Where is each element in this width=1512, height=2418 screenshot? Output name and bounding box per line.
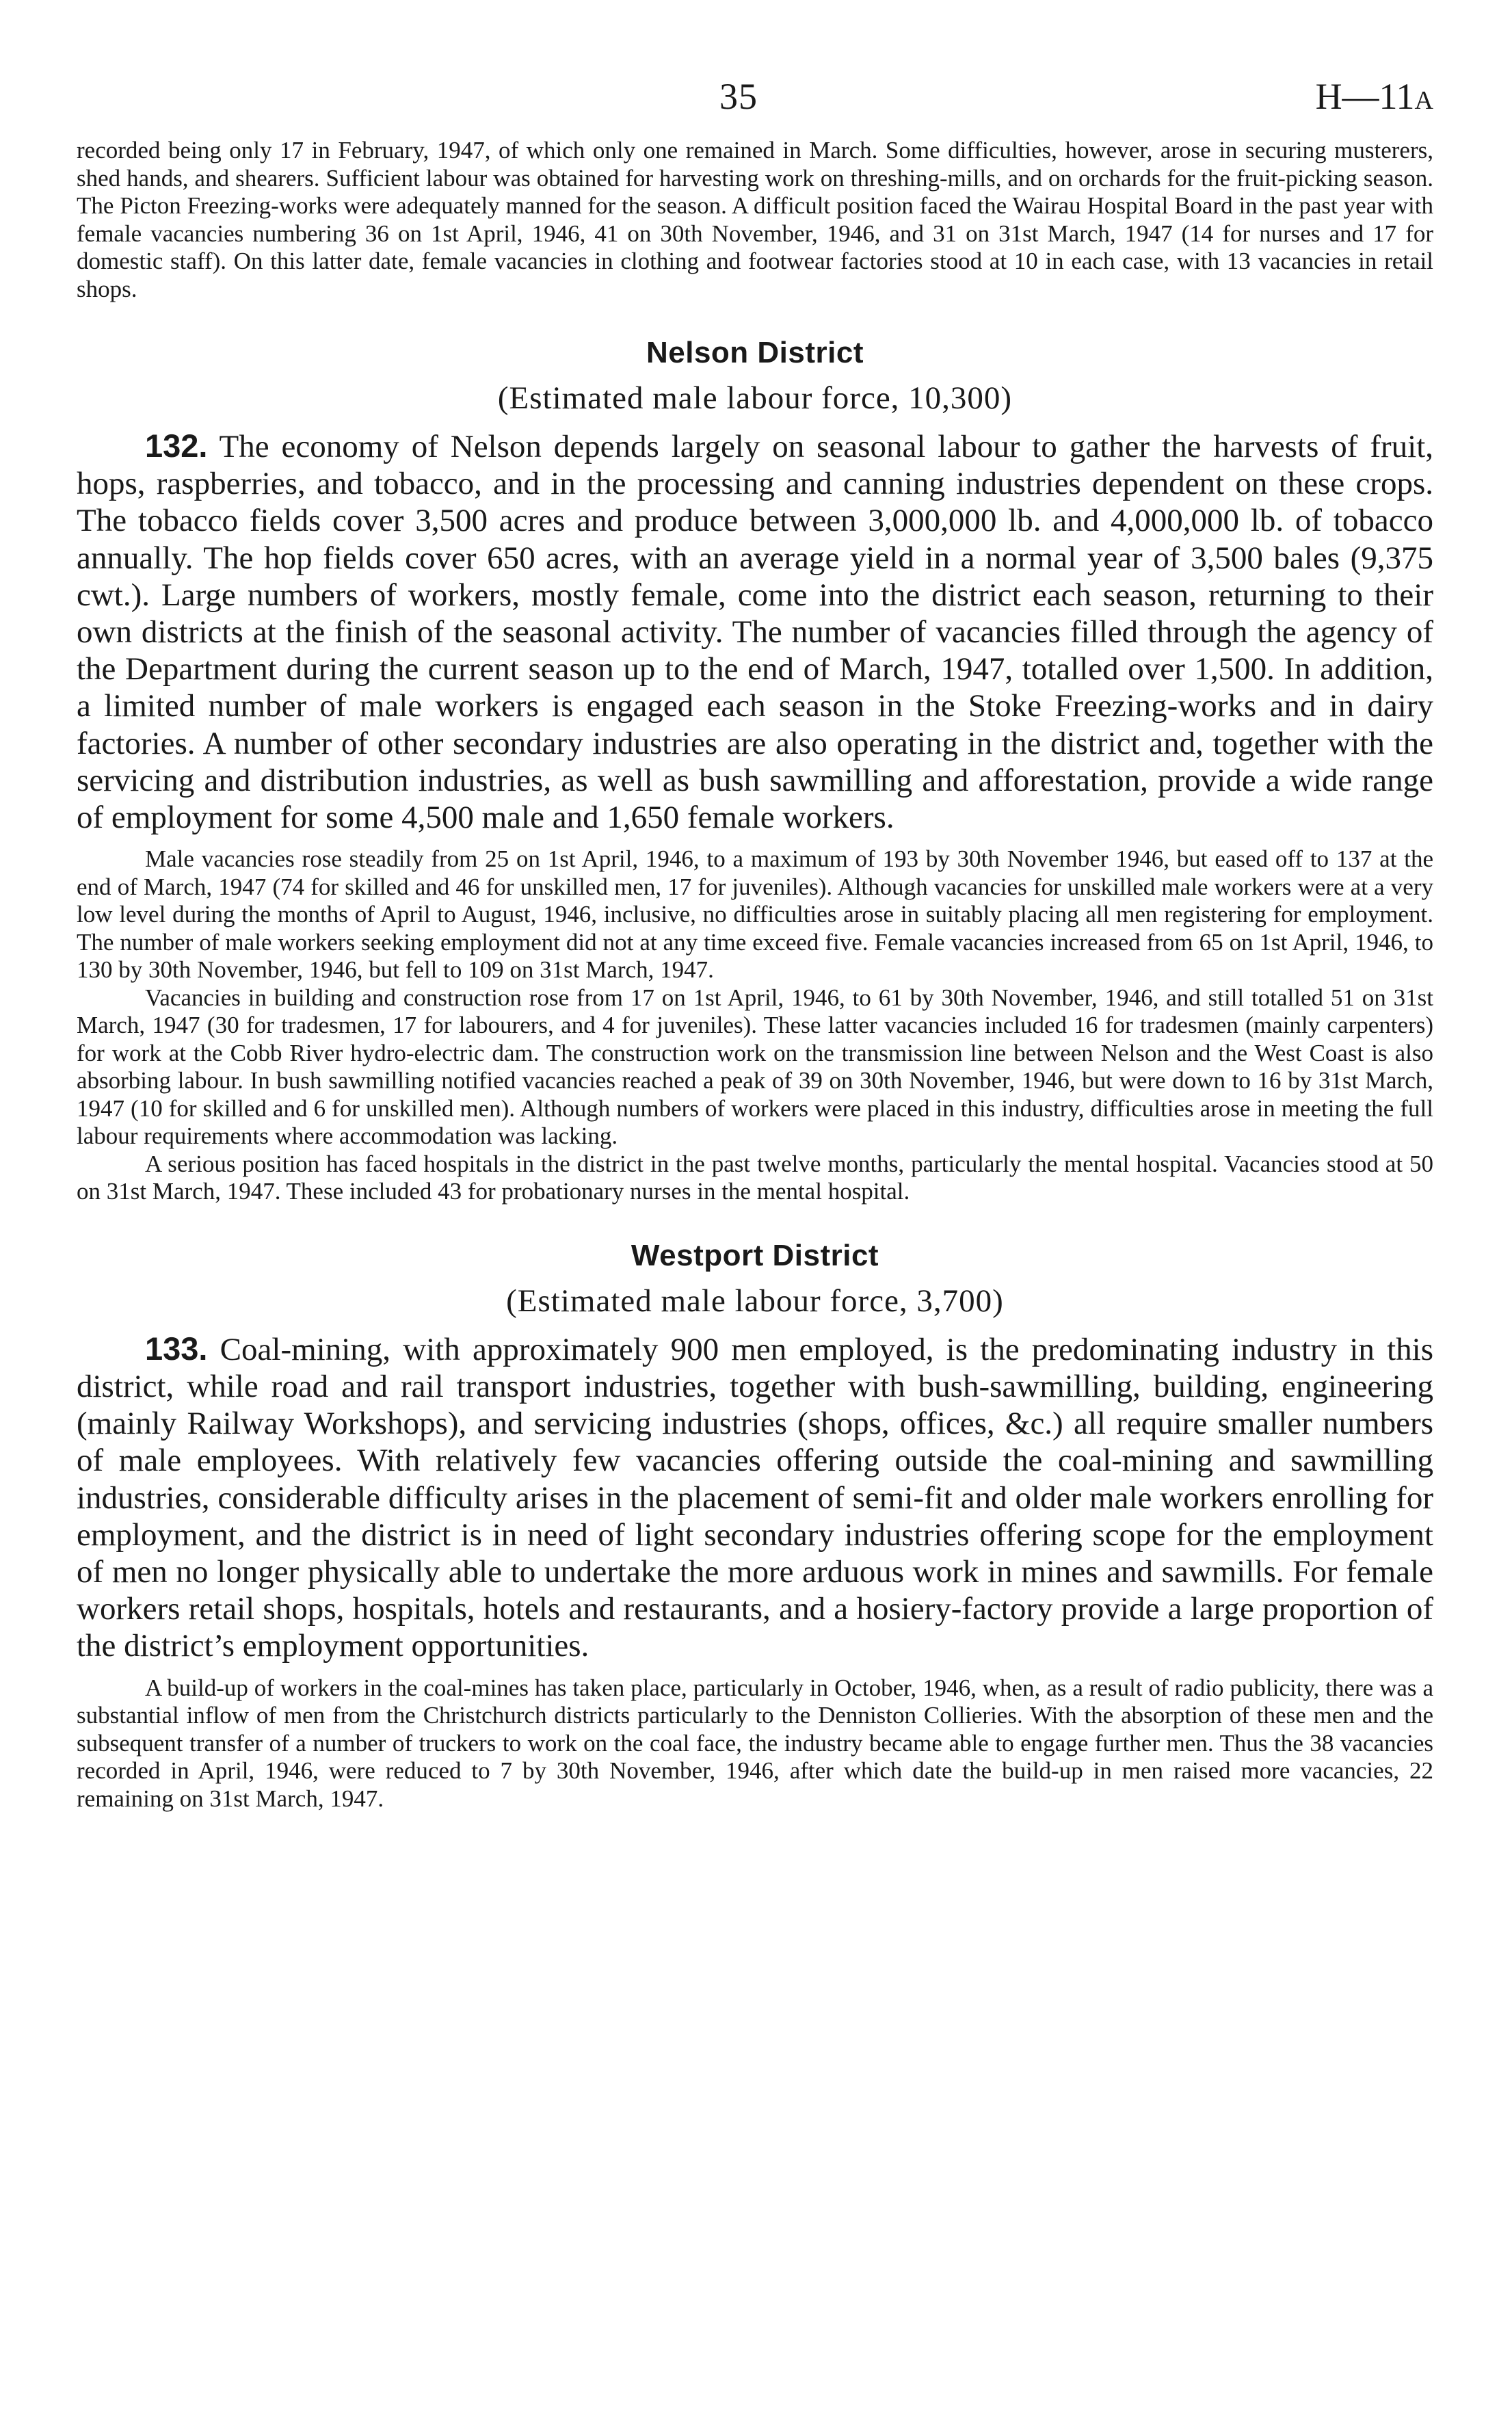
document-reference: H—11a	[1315, 76, 1433, 117]
section-subheading-westport: (Estimated male labour force, 3,700)	[506, 1283, 1004, 1319]
paragraph-132	[77, 428, 1433, 836]
westport-section	[77, 1239, 1433, 1813]
intro-paragraph: recorded being only 17 in February, 1947, of which only one remained in March. Some difficulties, however, arose in securing musterers, shed hands, and shearers. Sufficient labour was obtained for harvesting work on threshing-mills, and on orchards for the fruit-picking season. The Picton Freezing-works were adequately manned for the season. A difficult position faced the Wairau Hospital Board in the past year with female vacancies numbering 36 on 1st April, 1946, 41 on 30th November, 1946, and 31 on 31st March, 1947 (14 for nurses and 17 for domestic staff). On this latter date, female vacancies in clothing and footwear factories stood at 10 in each case, with 13 vacancies in retail shops.	[77, 137, 1433, 302]
paragraph-number: 132.	[145, 428, 208, 464]
page-header	[77, 68, 1433, 137]
page-number: 35	[719, 76, 758, 117]
nelson-detail-2: Vacancies in building and construction rose from 17 on 1st April, 1946, to 61 by 30th November, 1946, and still totalled 51 on 31st March, 1947 (30 for tradesmen, 17 for labourers, and 4 for juveniles). These latter vacancies included 16 for tradesmen (mainly carpenters) for work at the Cobb River hydro-electric dam. The construction work on the transmission line between Nelson and the West Coast is also absorbing labour. In bush sawmilling notified vacancies reached a peak of 39 on 30th November, 1946, but were down to 16 by 31st March, 1947 (10 for skilled and 6 for unskilled men). Although numbers of workers were placed in this industry, difficulties arose in meeting the full labour requirements where accommodation was lacking.	[77, 984, 1433, 1150]
nelson-detail-1: Male vacancies rose steadily from 25 on 1st April, 1946, to a maximum of 193 by 30th November 1946, but eased off to 137 at the end of March, 1947 (74 for skilled and 46 for unskilled men, 17 for juveniles). Although vacancies for unskilled male workers were at a very low level during the months of April to August, 1946, inclusive, no difficulties arose in suitably placing all men registering for employment. The number of male workers seeking employment did not at any time exceed five. Female vacancies increased from 65 on 1st April, 1946, to 130 by 30th November, 1946, but fell to 109 on 31st March, 1947.	[77, 845, 1433, 984]
document-page	[77, 68, 1433, 1813]
nelson-section	[77, 336, 1433, 1206]
paragraph-number: 133.	[145, 1330, 208, 1367]
section-heading-westport: Westport District	[631, 1238, 879, 1272]
paragraph-133	[77, 1330, 1433, 1665]
section-heading-nelson: Nelson District	[646, 336, 864, 369]
paragraph-text: The economy of Nelson depends largely on seasonal labour to gather the harvests of fruit, hops, raspberries, and tobacco, and in the processing and canning industries dependent on these crops. The tobacco fields cover 3,500 acres and produce between 3,000,000 lb. and 4,000,000 lb. of tobacco annually. The hop fields cover 650 acres, with an average yield in a normal year of 3,500 bales (9,375 cwt.). Large numbers of workers, mostly female, come into the district each season, returning to their own districts at the finish of the seasonal activity. The number of vacancies filled through the agency of the Department during the current season up to the end of March, 1947, totalled over 1,500. In addition, a limited number of male workers is engaged each season in the Stoke Freezing-works and in dairy factories. A number of other secondary industries are also operating in the district and, together with the servicing and distribution industries, as well as bush sawmilling and afforestation, provide a wide range of employment for some 4,500 male and 1,650 female workers.	[77, 429, 1433, 836]
section-subheading-nelson: (Estimated male labour force, 10,300)	[497, 380, 1013, 416]
paragraph-text: Coal-mining, with approximately 900 men employed, is the predominating industry in this district, while road and rail transport industries, together with bush-sawmilling, building, engineering (mainly Railway Workshops), and servicing industries (shops, offices, &c.) all require smaller numbers of male employees. With relatively few vacancies offering outside the coal-mining and sawmilling industries, considerable difficulty arises in the placement of semi-fit and older male workers enrolling for employment, and the district is in need of light secondary industries offering scope for the employment of men no longer physically able to undertake the more arduous work in mines and sawmills. For female workers retail shops, hospitals, hotels and restaurants, and a hosiery-factory provide a large proportion of the district’s employment opportunities.	[77, 1331, 1433, 1664]
westport-detail-1: A build-up of workers in the coal-mines has taken place, particularly in October, 1946, when, as a result of radio publicity, there was a substantial inflow of men from the Christchurch districts particularly to the Denniston Collieries. With the absorption of these men and the subsequent transfer of a number of truckers to work on the coal face, the industry became able to engage further men. Thus the 38 vacancies recorded in April, 1946, were reduced to 7 by 30th November, 1946, after which date the build-up in men raised more vacancies, 22 remaining on 31st March, 1947.	[77, 1674, 1433, 1812]
nelson-detail-3: A serious position has faced hospitals in the district in the past twelve months, particularly the mental hospital. Vacancies stood at 50 on 31st March, 1947. These included 43 for probationary nurses in the mental hospital.	[77, 1150, 1433, 1205]
